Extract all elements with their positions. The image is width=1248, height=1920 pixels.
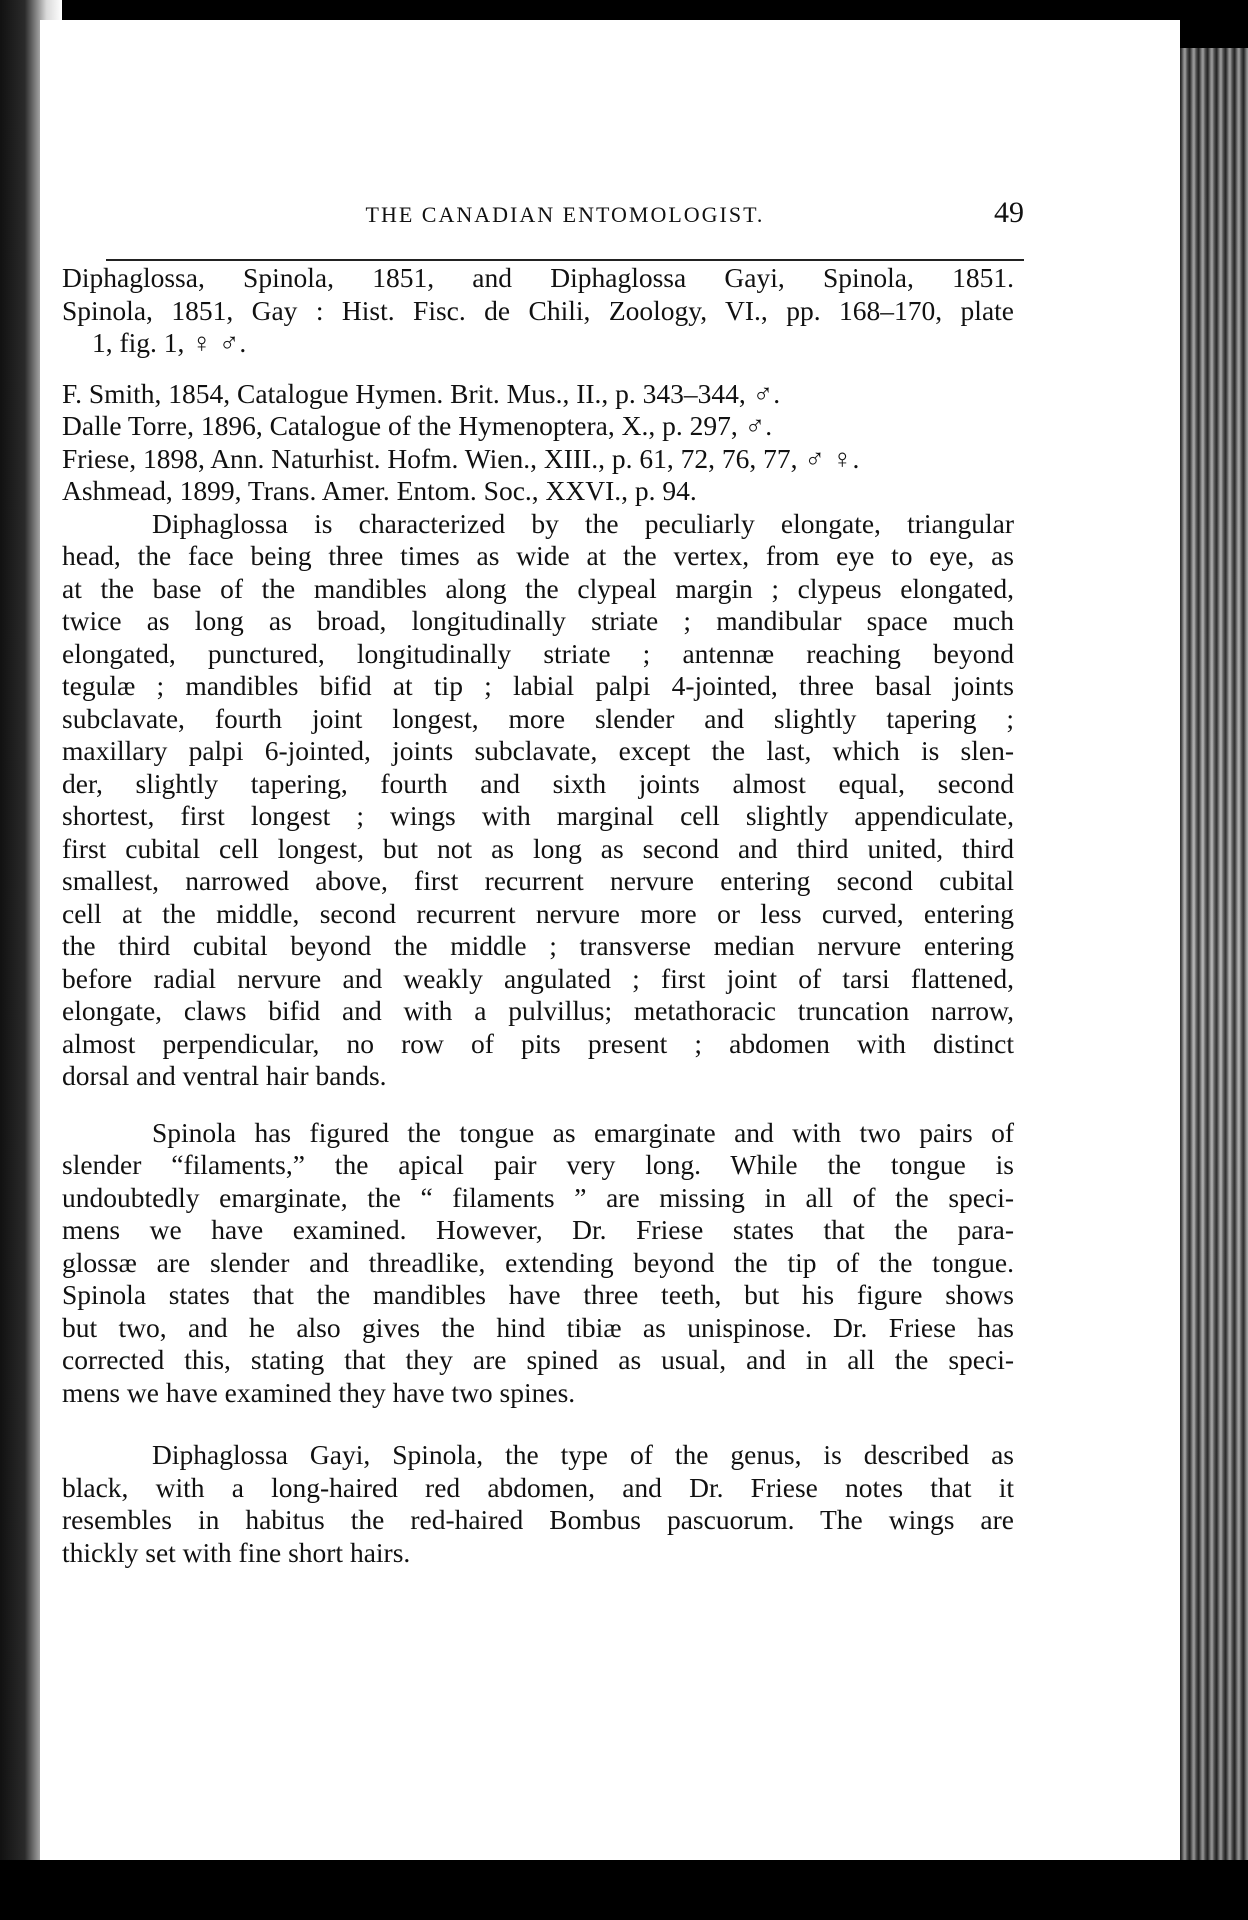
paragraph-type-species <box>62 1439 1014 1569</box>
text-line: mens we have examined they have two spines. <box>62 1376 576 1408</box>
text-line: twice as long as broad, longitudinally striate ; mandibular space much <box>62 605 1014 636</box>
reference-line: Dalle Torre, 1896, Catalogue of the Hymenoptera, X., p. 297, ♂. <box>62 410 773 441</box>
text-line: mens we have examined. However, Dr. Friese states that the para- <box>62 1214 1014 1245</box>
text-line: slender “filaments,” the apical pair very long. While the tongue is <box>62 1149 1014 1180</box>
scan-border <box>0 1860 1248 1920</box>
reference-line: Spinola, 1851, Gay : Hist. Fisc. de Chili, Zoology, VI., pp. 168–170, plate <box>62 294 1014 326</box>
text-line: resembles in habitus the red-haired Bombus pascuorum. The wings are <box>62 1504 1014 1535</box>
text-line: thickly set with fine short hairs. <box>62 1536 411 1568</box>
text-line: Diphaglossa is characterized by the peculiarly elongate, triangular <box>152 507 1014 539</box>
text-line: Spinola states that the mandibles have three teeth, but his figure shows <box>62 1279 1014 1310</box>
text-line: smallest, narrowed above, first recurrent nervure entering second cubital <box>62 865 1014 896</box>
journal-title: THE CANADIAN ENTOMOLOGIST. <box>365 202 765 227</box>
text-line: black, with a long-haired red abdomen, and Dr. Friese notes that it <box>62 1471 1014 1503</box>
text-line: elongated, punctured, longitudinally striate ; antennæ reaching beyond <box>62 637 1014 669</box>
text-line: elongate, claws bifid and with a pulvillus; metathoracic truncation narrow, <box>62 995 1014 1026</box>
text-line: almost perpendicular, no row of pits present ; abdomen with distinct <box>62 1027 1014 1059</box>
text-line: at the base of the mandibles along the clypeal margin ; clypeus elongated, <box>62 572 1014 604</box>
paragraph-characters <box>62 508 1014 1093</box>
text-line: maxillary palpi 6-jointed, joints subclavate, except the last, which is slen- <box>62 735 1014 766</box>
text-line: dorsal and ventral hair bands. <box>62 1060 387 1091</box>
page-number: 49 <box>994 196 1024 229</box>
text-line: before radial nervure and weakly angulated ; first joint of tarsi flattened, <box>62 962 1014 994</box>
references <box>62 262 1014 508</box>
text-line: head, the face being three times as wide at the vertex, from eye to eye, as <box>62 540 1014 571</box>
text-line: Diphaglossa Gayi, Spinola, the type of the genus, is described as <box>152 1439 1014 1470</box>
article-body <box>62 262 1014 1569</box>
paragraph-tongue <box>62 1117 1014 1410</box>
reference-line: Diphaglossa, Spinola, 1851, and Diphaglossa Gayi, Spinola, 1851. <box>62 262 1014 293</box>
text-line: corrected this, stating that they are spined as usual, and in all the speci- <box>62 1344 1014 1375</box>
text-line: subclavate, fourth joint longest, more slender and slightly tapering ; <box>62 702 1014 734</box>
text-line: Spinola has figured the tongue as emarginate and with two pairs of <box>152 1116 1014 1148</box>
text-line: the third cubital beyond the middle ; transverse median nervure entering <box>62 930 1014 961</box>
reference-line: F. Smith, 1854, Catalogue Hymen. Brit. Mus., II., p. 343–344, ♂. <box>62 377 781 409</box>
reference-line: Friese, 1898, Ann. Naturhist. Hofm. Wien., XIII., p. 61, 72, 76, 77, ♂ ♀. <box>62 442 860 474</box>
text-line: cell at the middle, second recurrent nervure more or less curved, entering <box>62 897 1014 929</box>
text-line: glossæ are slender and threadlike, extending beyond the tip of the tongue. <box>62 1246 1014 1278</box>
reference-line: Ashmead, 1899, Trans. Amer. Entom. Soc., XXVI., p. 94. <box>62 475 697 506</box>
text-line: tegulæ ; mandibles bifid at tip ; labial palpi 4-jointed, three basal joints <box>62 670 1014 701</box>
text-line: der, slightly tapering, fourth and sixth joints almost equal, second <box>62 767 1014 799</box>
header-rule <box>106 259 1024 261</box>
text-line: shortest, first longest ; wings with marginal cell slightly appendiculate, <box>62 800 1014 831</box>
text-line: but two, and he also gives the hind tibiæ as unispinose. Dr. Friese has <box>62 1311 1014 1343</box>
running-header <box>106 192 1024 252</box>
text-line: first cubital cell longest, but not as long as second and third united, third <box>62 832 1014 864</box>
text-line: undoubtedly emarginate, the “ filaments ” are missing in all of the speci- <box>62 1181 1014 1213</box>
reference-line: 1, fig. 1, ♀ ♂. <box>92 327 247 358</box>
